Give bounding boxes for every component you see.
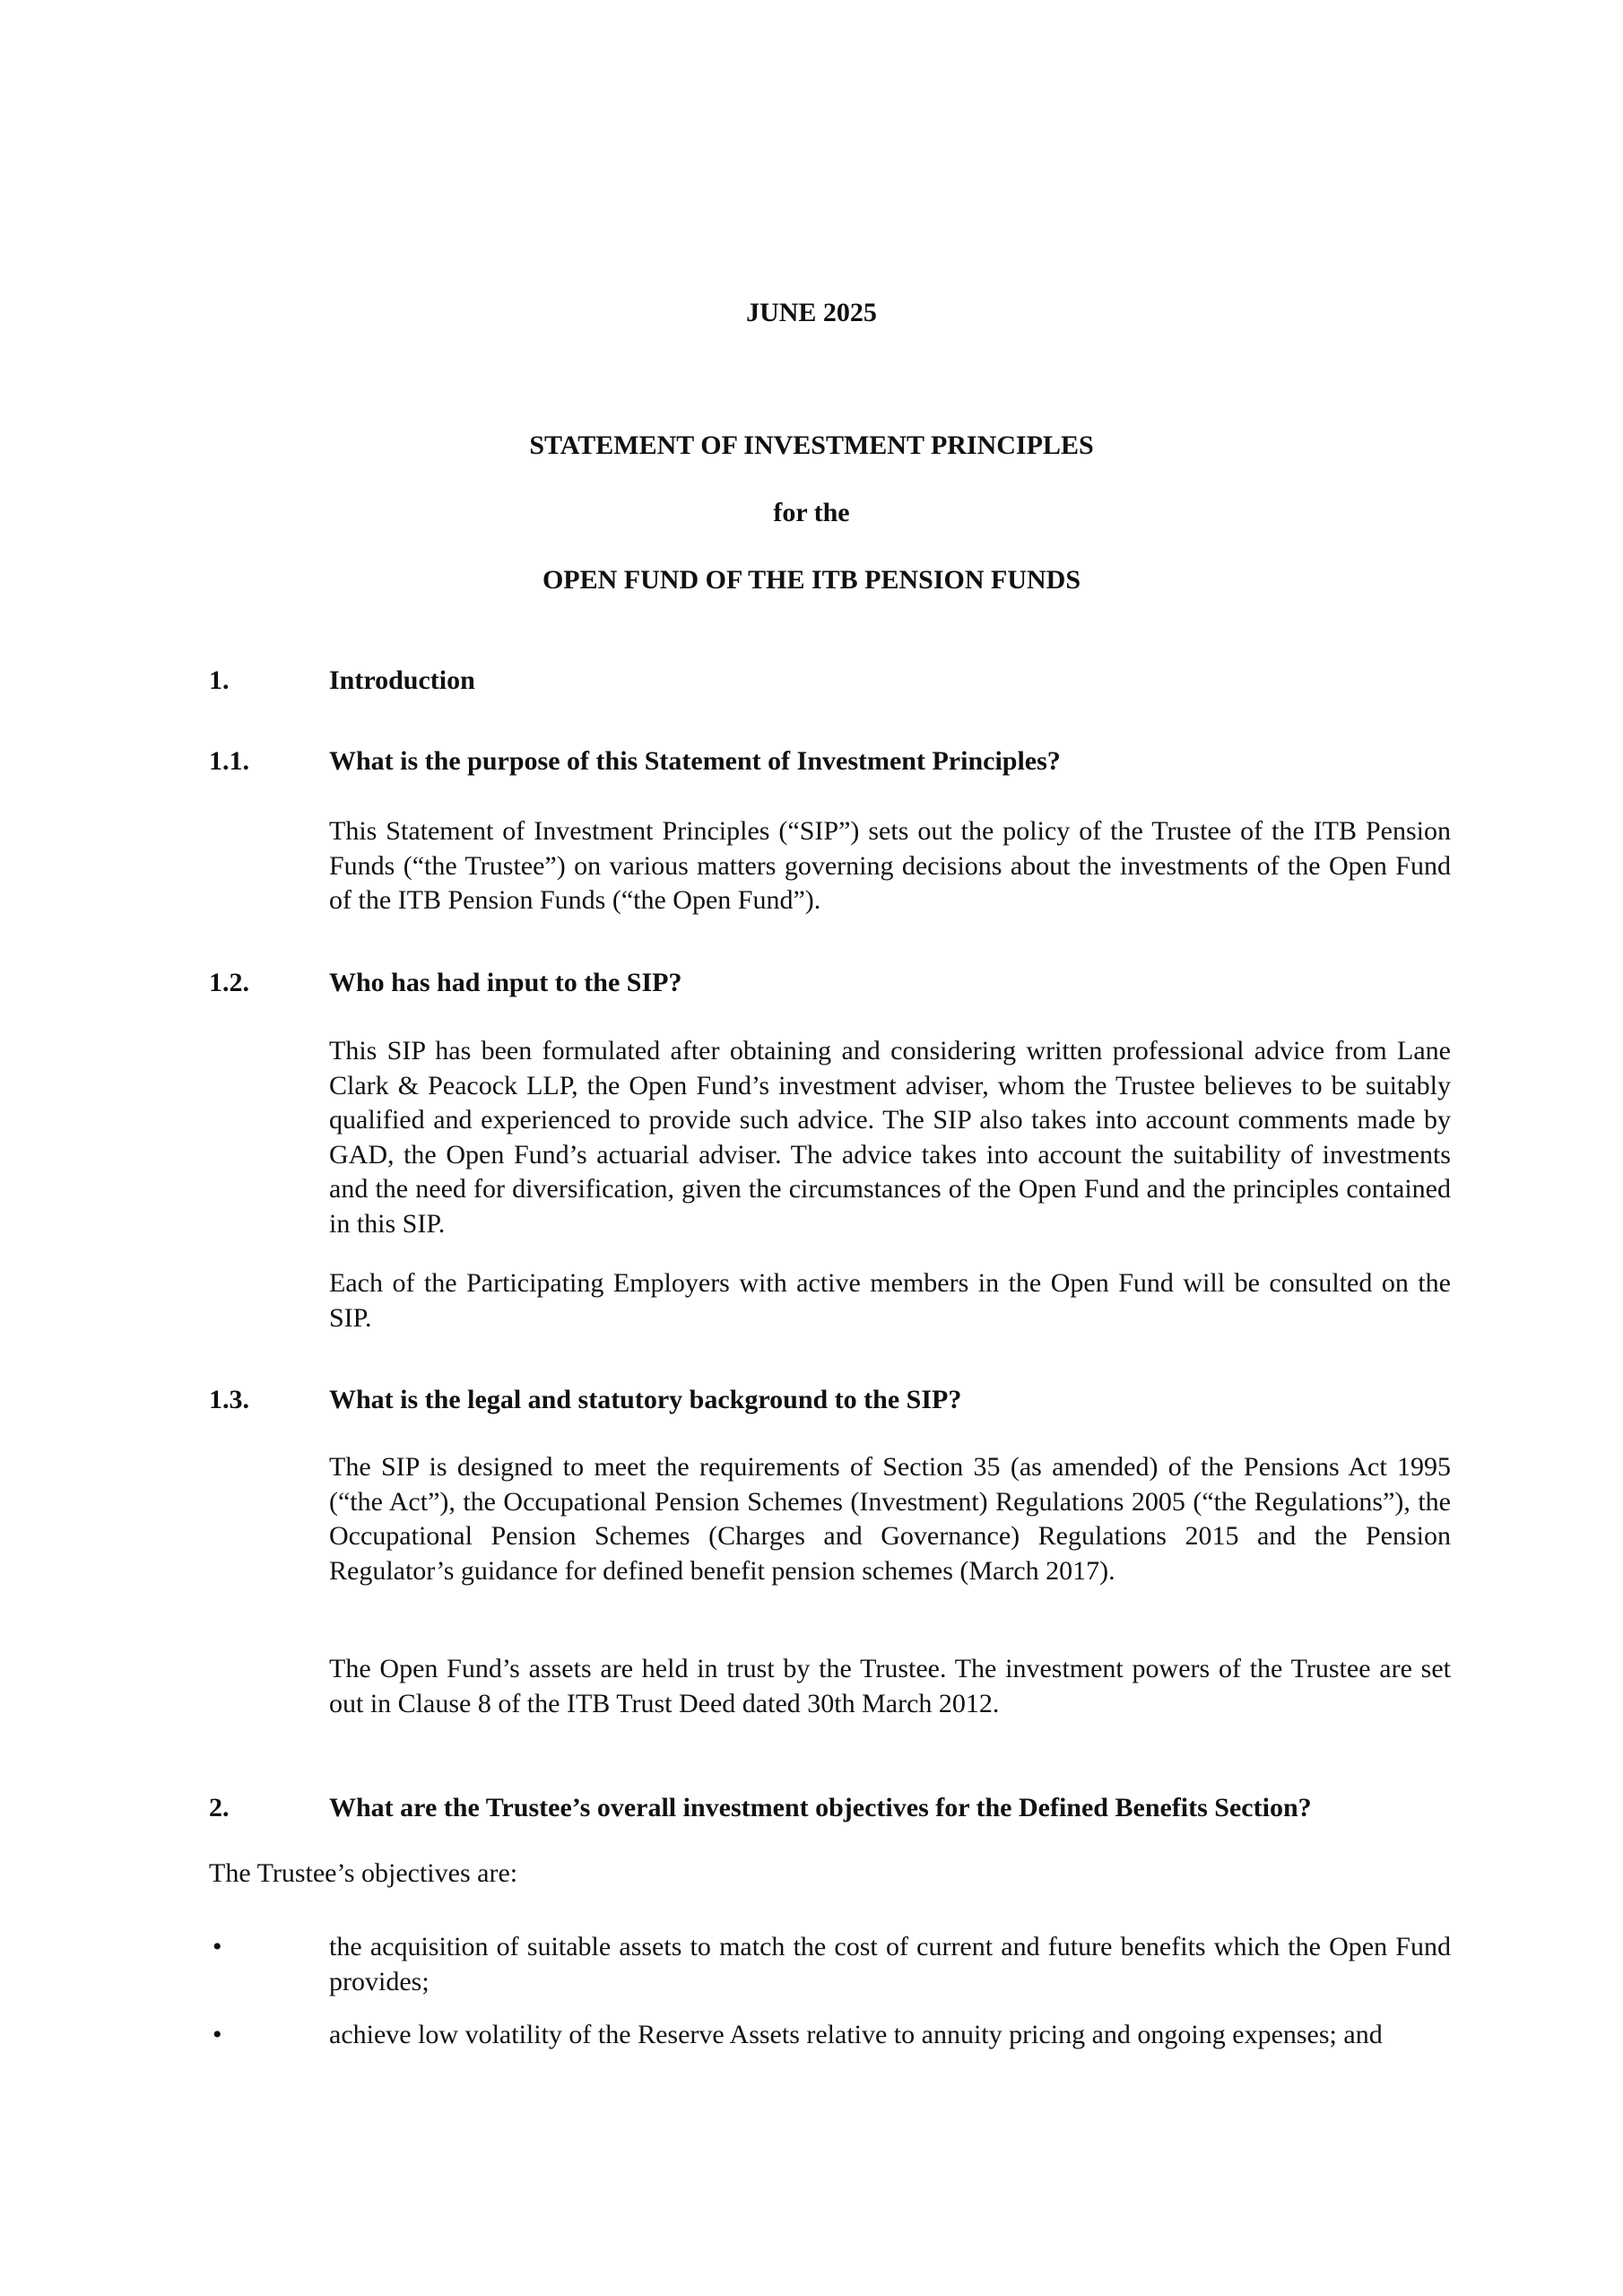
section-number: 1.3. bbox=[209, 1385, 249, 1414]
section-title: What is the legal and statutory background to the SIP? bbox=[329, 1385, 962, 1414]
section-1-3-paragraph-1: The SIP is designed to meet the requirements of Section 35 (as amended) of the Pensions Act 1995 (“the Act”), the Occupational Pension Schemes (Investment) Regulations 2005 (“the Regulations”), the Occupational Pension Schemes (Charges and Governance) Regulations 2015 and the Pension Regulator’s guidance for defined benefit pension schemes (March 2017). bbox=[329, 1452, 1451, 1586]
section-title: What is the purpose of this Statement of Investment Principles? bbox=[329, 746, 1061, 776]
document-subtitle-for-the: for the bbox=[773, 498, 850, 527]
section-1-1-paragraph: This Statement of Investment Principles (“SIP”) sets out the policy of the Trustee of the ITB Pension Funds (“the Trustee”) on various matters governing decisions about the investments of the Open Fund of the ITB Pension Funds (“the Open Fund”). bbox=[329, 816, 1451, 915]
bullet-icon: • bbox=[213, 2020, 222, 2049]
document-fund-name: OPEN FUND OF THE ITB PENSION FUNDS bbox=[542, 565, 1081, 595]
section-title: What are the Trustee’s overall investment objectives for the Defined Benefits Section? bbox=[329, 1793, 1312, 1822]
section-number: 1. bbox=[209, 665, 230, 695]
section-2-intro: The Trustee’s objectives are: bbox=[209, 1858, 518, 1888]
section-title: Introduction bbox=[329, 665, 475, 695]
bullet-text: achieve low volatility of the Reserve Assets relative to annuity pricing and ongoing expenses; and bbox=[329, 2020, 1383, 2049]
bullet-text: the acquisition of suitable assets to match the cost of current and future benefits which the Open Fund provides; bbox=[329, 1932, 1451, 1996]
section-title: Who has had input to the SIP? bbox=[329, 968, 682, 997]
section-1-2-paragraph-1: This SIP has been formulated after obtaining and considering written professional advice from Lane Clark & Peacock LLP, the Open Fund’s investment adviser, whom the Trustee believes to be suitably qualified and experienced to provide such advice. The SIP also takes into account comments made by GAD, the Open Fund’s actuarial adviser. The advice takes into account the suitability of investments and the need for diversification, given the circumstances of the Open Fund and the principles contained in this SIP. bbox=[329, 1036, 1451, 1239]
section-1-2-paragraph-2: Each of the Participating Employers with active members in the Open Fund will be consulted on the SIP. bbox=[329, 1268, 1451, 1333]
section-number: 1.1. bbox=[209, 746, 249, 776]
document-title: STATEMENT OF INVESTMENT PRINCIPLES bbox=[529, 430, 1094, 460]
document-date: JUNE 2025 bbox=[746, 298, 877, 327]
section-number: 1.2. bbox=[209, 968, 249, 997]
section-number: 2. bbox=[209, 1793, 230, 1822]
section-1-3-paragraph-2: The Open Fund’s assets are held in trust by the Trustee. The investment powers of the Trustee are set out in Clause 8 of the ITB Trust Deed dated 30th March 2012. bbox=[329, 1654, 1451, 1718]
bullet-icon: • bbox=[213, 1932, 222, 1961]
